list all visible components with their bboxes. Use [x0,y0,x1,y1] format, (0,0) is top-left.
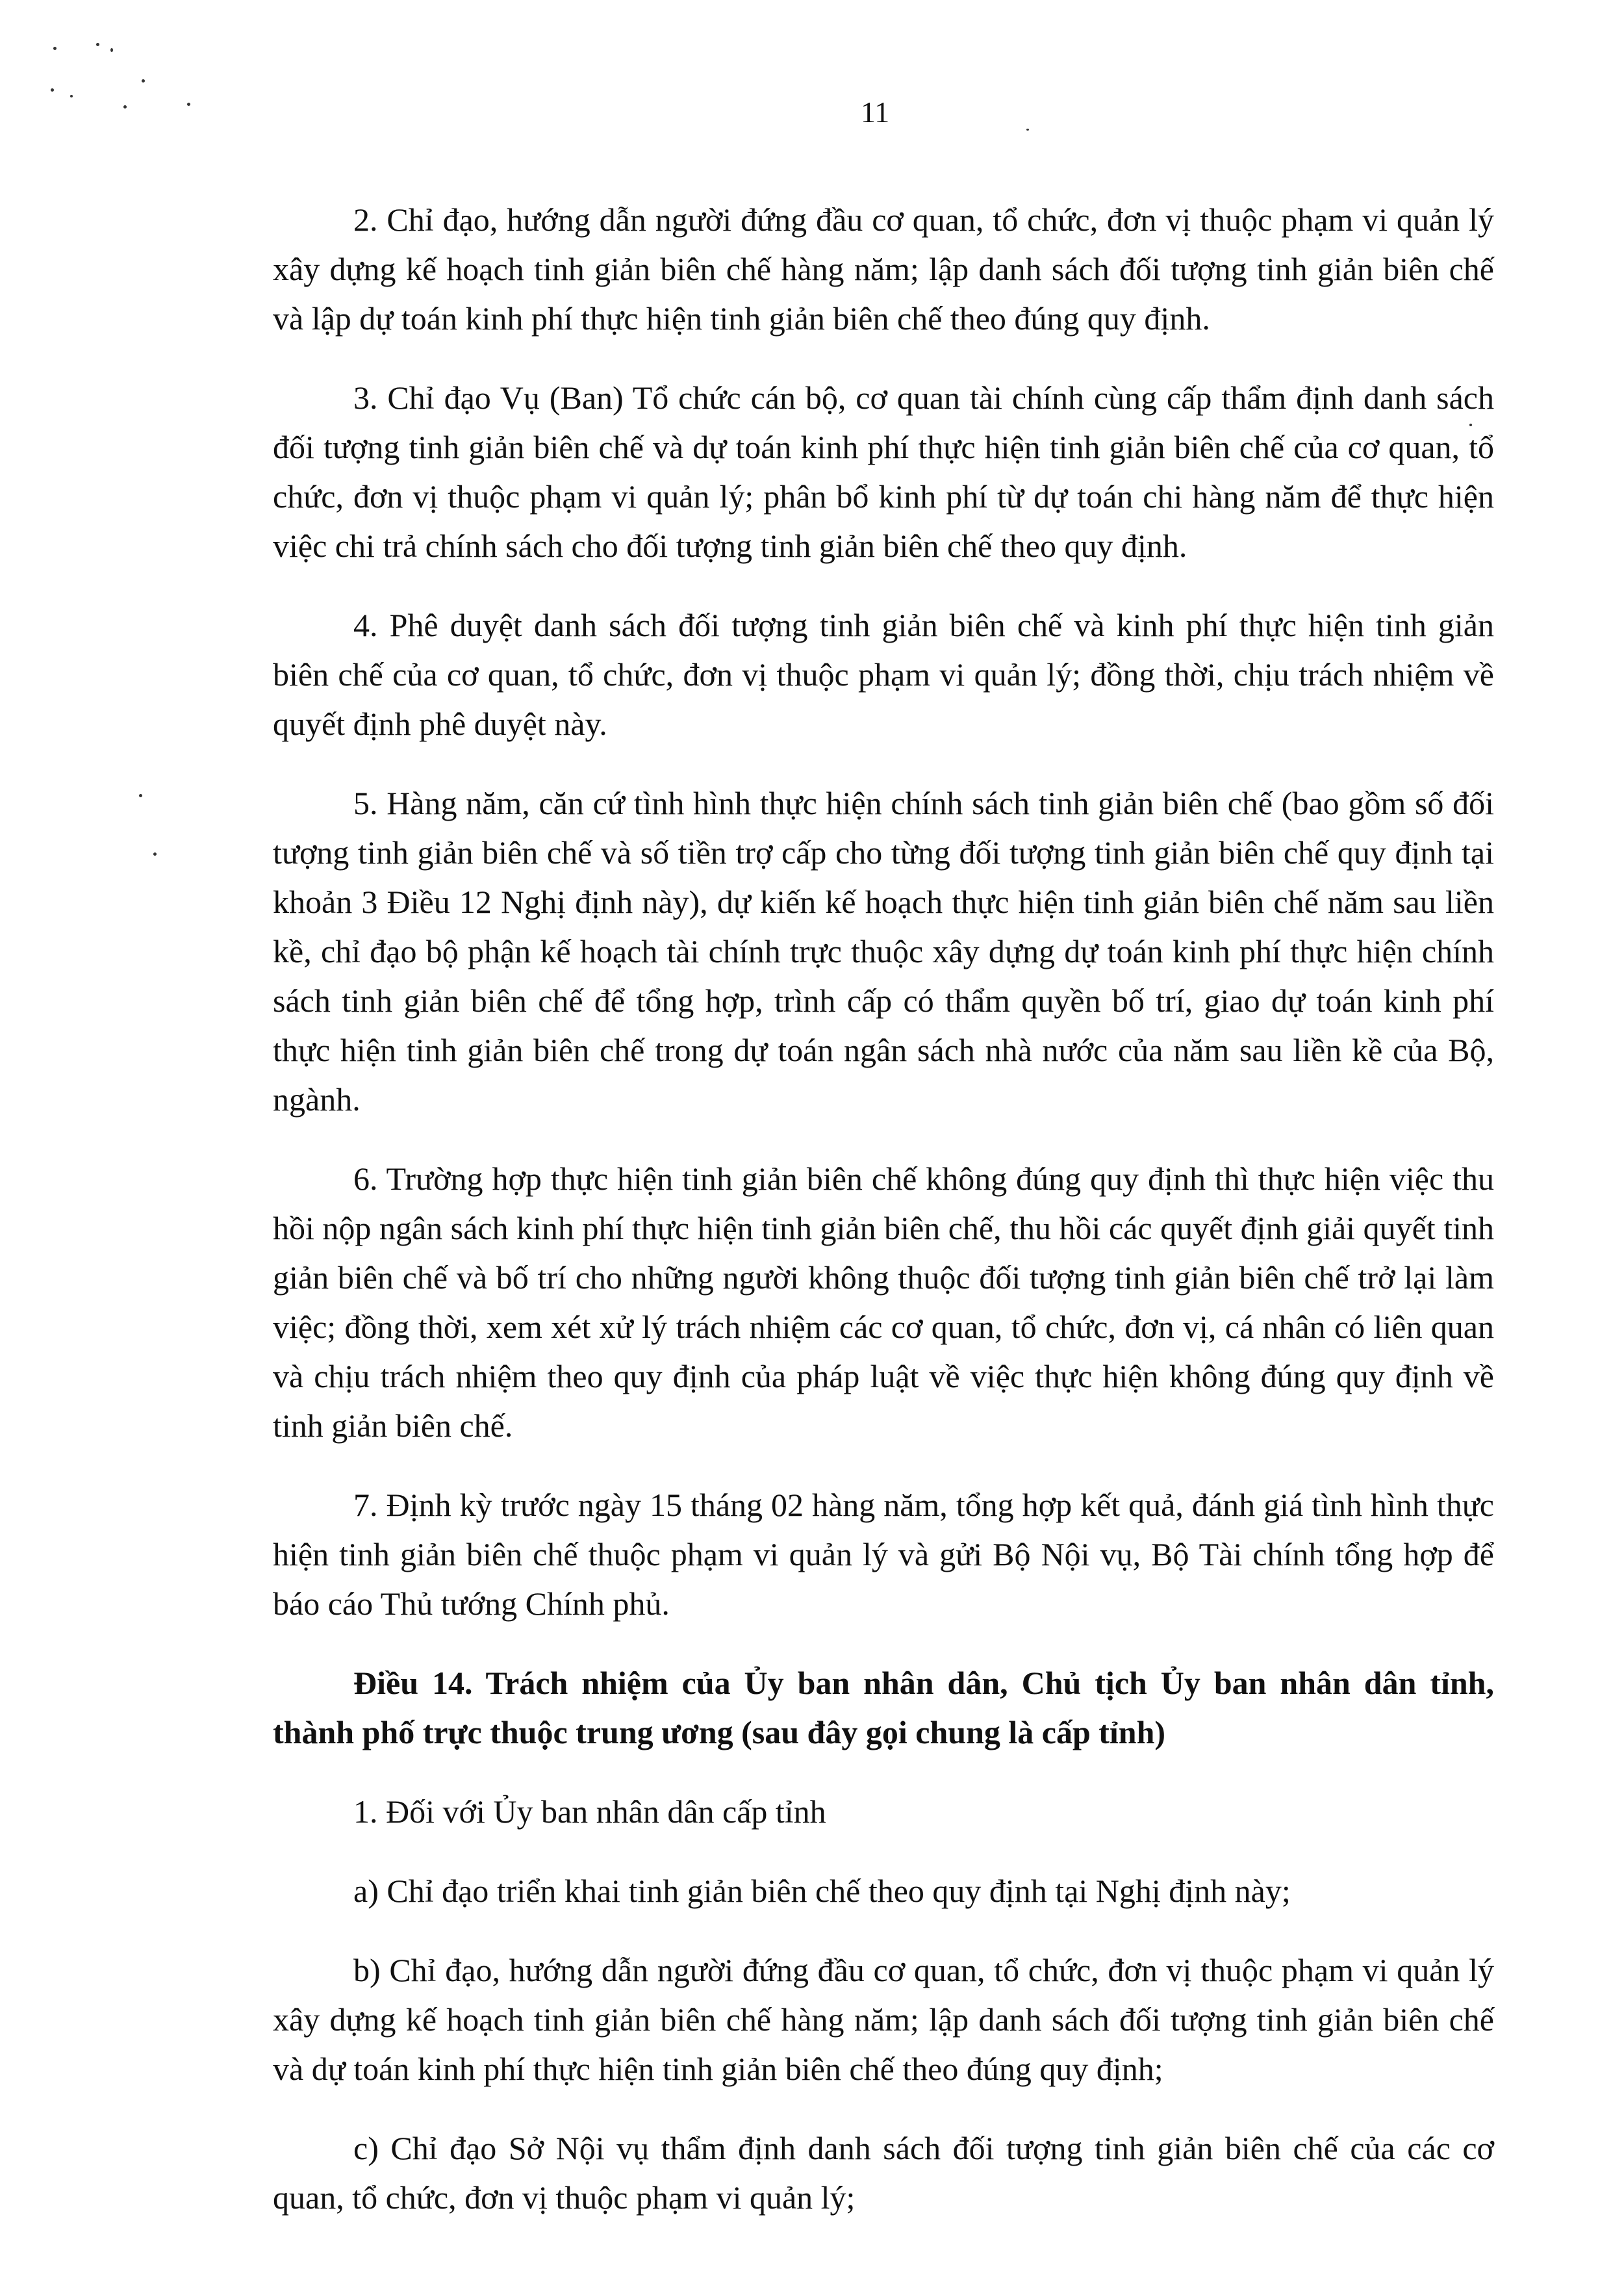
scan-speck [142,79,145,83]
scan-speck [53,47,57,50]
scan-speck [96,43,99,46]
scan-speck [70,95,73,97]
scan-speck [110,48,113,52]
paragraph-2: 2. Chỉ đạo, hướng dẫn người đứng đầu cơ quan, tổ chức, đơn vị thuộc phạm vi quản lý xây dựng kế hoạch tinh giản biên chế hàng năm; lập danh sách đối tượng tinh giản biên chế và lập dự toán kinh phí thực hiện tinh giản biên chế theo đúng quy định. [273,201,1494,337]
scan-speck [139,794,142,797]
article-item-c: c) Chỉ đạo Sở Nội vụ thẩm định danh sách đối tượng tinh giản biên chế của các cơ quan, tổ chức, đơn vị thuộc phạm vi quản lý; [273,2130,1494,2216]
document-body [273,195,1494,2252]
article-item-b: b) Chỉ đạo, hướng dẫn người đứng đầu cơ quan, tổ chức, đơn vị thuộc phạm vi quản lý xây dựng kế hoạch tinh giản biên chế hàng năm; lập danh sách đối tượng tinh giản biên chế và dự toán kinh phí thực hiện tinh giản biên chế theo đúng quy định; [273,1952,1494,2087]
paragraph-5: 5. Hàng năm, căn cứ tình hình thực hiện chính sách tinh giản biên chế (bao gồm số đối tượng tinh giản biên chế và số tiền trợ cấp cho từng đối tượng tinh giản biên chế quy định tại khoản 3 Điều 12 Nghị định này), dự kiến kế hoạch thực hiện tinh giản biên chế năm sau liền kề, chỉ đạo bộ phận kế hoạch tài chính trực thuộc xây dựng dự toán kinh phí thực hiện chính sách tinh giản biên chế để tổng hợp, trình cấp có thẩm quyền bố trí, giao dự toán kinh phí thực hiện tinh giản biên chế trong dự toán ngân sách nhà nước của năm sau liền kề của Bộ, ngành. [273,785,1494,1118]
scan-speck [123,105,127,109]
article-14-heading: Điều 14. Trách nhiệm của Ủy ban nhân dân, Chủ tịch Ủy ban nhân dân tỉnh, thành phố trực thuộc trung ương (sau đây gọi chung là cấp tỉnh) [273,1665,1494,1750]
scan-speck [187,103,190,106]
scan-speck [51,88,54,92]
paragraph-4: 4. Phê duyệt danh sách đối tượng tinh giản biên chế và kinh phí thực hiện tinh giản biên chế của cơ quan, tổ chức, đơn vị thuộc phạm vi quản lý; đồng thời, chịu trách nhiệm về quyết định phê duyệt này. [273,607,1494,742]
paragraph-7: 7. Định kỳ trước ngày 15 tháng 02 hàng năm, tổng hợp kết quả, đánh giá tình hình thực hiện tinh giản biên chế thuộc phạm vi quản lý và gửi Bộ Nội vụ, Bộ Tài chính tổng hợp để báo cáo Thủ tướng Chính phủ. [273,1487,1494,1622]
scan-speck [1026,129,1029,131]
scan-speck [153,852,157,856]
article-item-a: a) Chỉ đạo triển khai tinh giản biên chế theo quy định tại Nghị định này; [353,1873,1291,1909]
page-number: 11 [861,96,890,129]
article-item-1: 1. Đối với Ủy ban nhân dân cấp tỉnh [353,1793,826,1830]
paragraph-3: 3. Chỉ đạo Vụ (Ban) Tổ chức cán bộ, cơ quan tài chính cùng cấp thẩm định danh sách đối tượng tinh giản biên chế và dự toán kinh phí thực hiện tinh giản biên chế của cơ quan, tổ chức, đơn vị thuộc phạm vi quản lý; phân bổ kinh phí từ dự toán chi hàng năm để thực hiện việc chi trả chính sách cho đối tượng tinh giản biên chế theo quy định. [273,379,1494,564]
paragraph-6: 6. Trường hợp thực hiện tinh giản biên chế không đúng quy định thì thực hiện việc thu hồi nộp ngân sách kinh phí thực hiện tinh giản biên chế, thu hồi các quyết định giải quyết tinh giản biên chế và bố trí cho những người không thuộc đối tượng tinh giản biên chế trở lại làm việc; đồng thời, xem xét xử lý trách nhiệm các cơ quan, tổ chức, đơn vị, cá nhân có liên quan và chịu trách nhiệm theo quy định của pháp luật về việc thực hiện không đúng quy định về tinh giản biên chế. [273,1160,1494,1444]
